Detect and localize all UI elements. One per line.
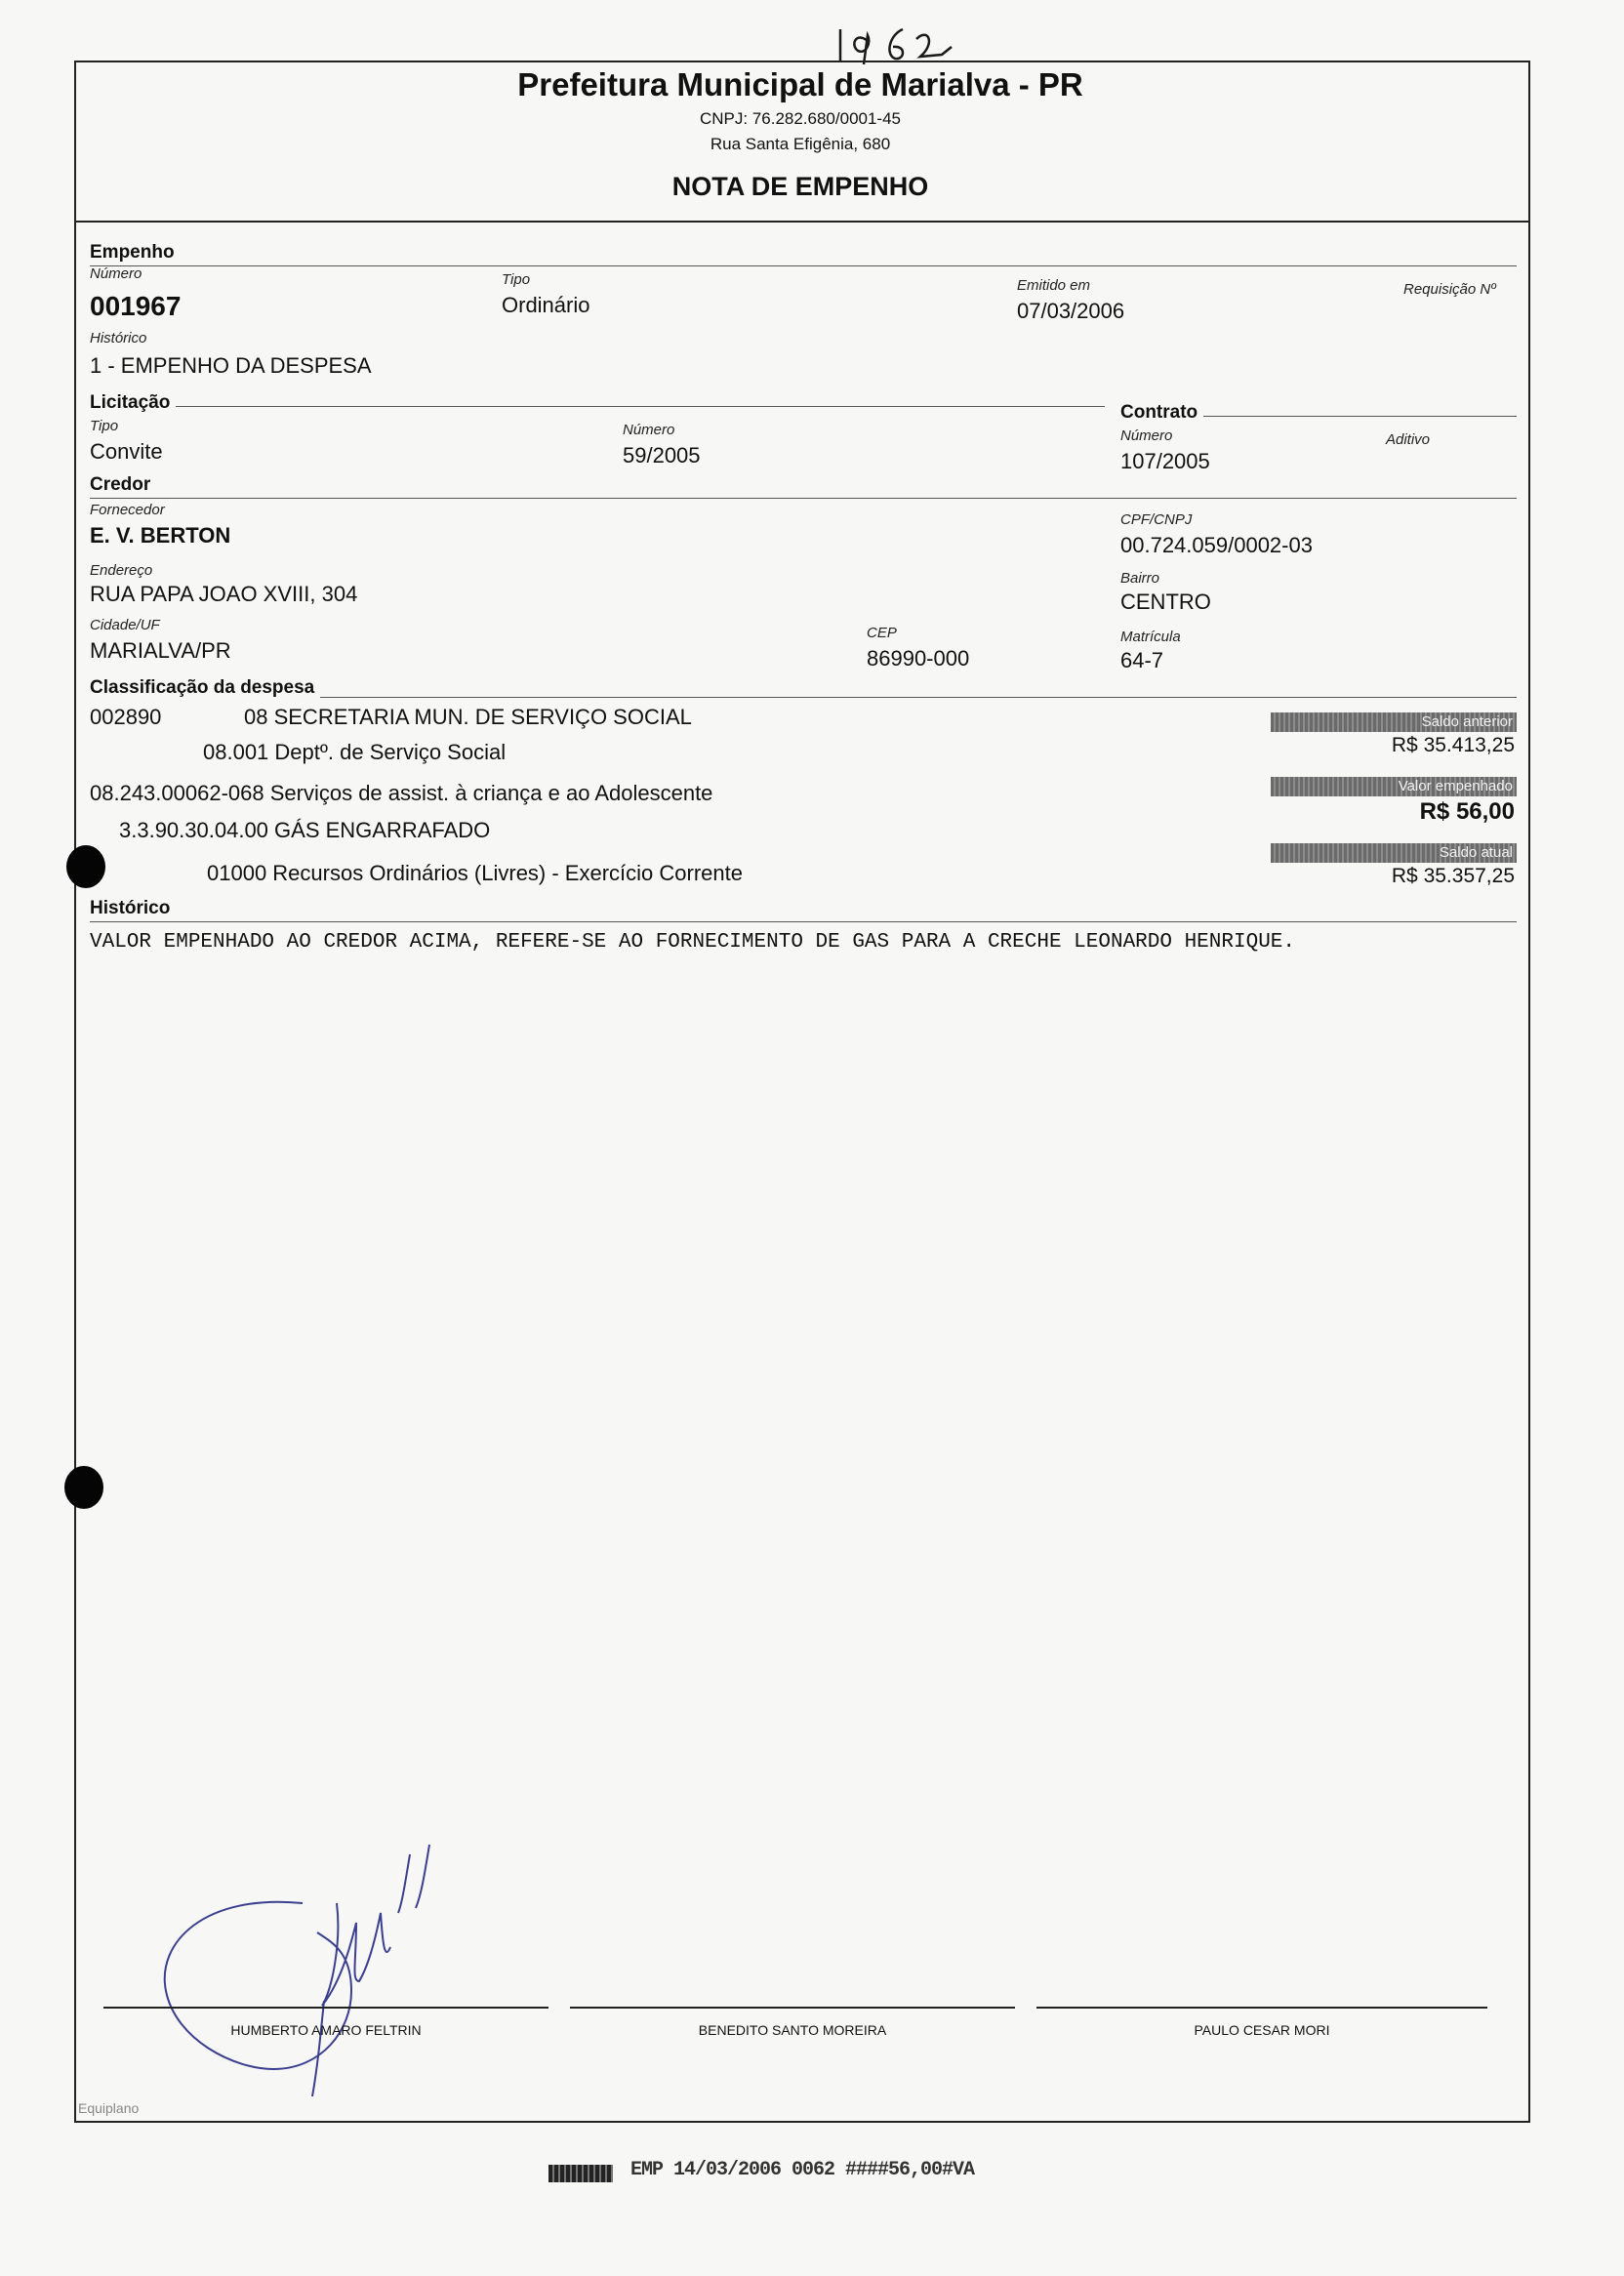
valor-empenhado-bar: Valor empenhado	[1271, 777, 1517, 796]
punch-hole	[64, 1466, 103, 1509]
licitacao-section: Licitação	[90, 392, 176, 414]
signature-line	[570, 2007, 1015, 2009]
cpf: 00.724.059/0002-03	[1120, 533, 1313, 557]
classificacao-elemento: 3.3.90.30.04.00 GÁS ENGARRAFADO	[119, 818, 491, 842]
handwritten-signature	[146, 1835, 459, 2098]
historico-section: Histórico	[90, 898, 176, 919]
document-title: NOTA DE EMPENHO	[671, 172, 929, 201]
historico-text: VALOR EMPENHADO AO CREDOR ACIMA, REFERE-SE AO FORNECIMENTO DE GAS PARA A CRECHE LEONARDO HENRIQUE.	[90, 931, 1296, 954]
saldo-anterior: R$ 35.413,25	[1391, 734, 1515, 756]
classificacao-section: Classificação da despesa	[90, 677, 320, 699]
licitacao-tipo: Convite	[90, 439, 163, 464]
credor-section: Credor	[90, 474, 156, 496]
signature-name-1: HUMBERTO AMARO FELTRIN	[230, 2022, 422, 2038]
saldo-anterior-bar: Saldo anterior	[1271, 712, 1517, 732]
cep-label: CEP	[867, 625, 897, 641]
punch-hole	[66, 845, 105, 888]
header-divider	[74, 221, 1530, 223]
saldo-atual: R$ 35.357,25	[1391, 865, 1515, 887]
saldo-atual-bar: Saldo atual	[1271, 843, 1517, 863]
classificacao-departamento: 08.001 Deptº. de Serviço Social	[203, 740, 507, 764]
contrato-numero-label: Número	[1120, 427, 1173, 444]
empenho-emitido-label: Emitido em	[1017, 277, 1091, 294]
classificacao-code: 002890	[90, 705, 162, 729]
classificacao-secretaria: 08 SECRETARIA MUN. DE SERVIÇO SOCIAL	[244, 705, 692, 729]
credor-rule	[90, 498, 1517, 499]
licitacao-rule	[90, 406, 1105, 407]
historico-rule	[90, 921, 1517, 922]
licitacao-tipo-label: Tipo	[90, 418, 119, 434]
header-cnpj: CNPJ: 76.282.680/0001-45	[699, 109, 902, 128]
empenho-numero: 001967	[90, 291, 182, 321]
valor-empenhado: R$ 56,00	[1419, 798, 1515, 825]
signature-line	[1036, 2007, 1487, 2009]
licitacao-numero-label: Número	[623, 422, 675, 438]
empenho-tipo-label: Tipo	[502, 271, 531, 288]
empenho-historico: 1 - EMPENHO DA DESPESA	[90, 353, 372, 378]
bairro: CENTRO	[1120, 589, 1211, 614]
endereco: RUA PAPA JOAO XVIII, 304	[90, 582, 358, 606]
header-title: Prefeitura Municipal de Marialva - PR	[517, 66, 1083, 102]
licitacao-numero: 59/2005	[623, 443, 701, 467]
classificacao-recurso: 01000 Recursos Ordinários (Livres) - Exercício Corrente	[207, 861, 743, 885]
footer-brand: Equiplano	[78, 2100, 140, 2116]
empenho-historico-label: Histórico	[90, 330, 147, 346]
contrato-numero: 107/2005	[1120, 449, 1210, 473]
signature-name-3: PAULO CESAR MORI	[1194, 2022, 1330, 2038]
empenho-rule	[90, 265, 1517, 266]
cep: 86990-000	[867, 646, 970, 671]
empenho-tipo: Ordinário	[502, 293, 590, 317]
requisicao-label: Requisição Nº	[1403, 281, 1496, 298]
authentication-stamp: EMP 14/03/2006 0062 ####56,00#VA	[630, 2159, 975, 2181]
cidade-label: Cidade/UF	[90, 617, 160, 633]
empenho-emitido: 07/03/2006	[1017, 299, 1125, 323]
cidade: MARIALVA/PR	[90, 638, 231, 663]
bairro-label: Bairro	[1120, 570, 1160, 587]
empenho-section: Empenho	[90, 242, 181, 264]
endereco-label: Endereço	[90, 562, 153, 579]
contrato-section: Contrato	[1120, 402, 1203, 424]
matricula: 64-7	[1120, 648, 1164, 672]
header-address: Rua Santa Efigênia, 680	[710, 135, 891, 153]
contrato-aditivo-label: Aditivo	[1386, 431, 1431, 448]
empenho-numero-label: Número	[90, 265, 142, 282]
classificacao-programa: 08.243.00062-068 Serviços de assist. à criança e ao Adolescente	[90, 781, 713, 805]
fornecedor: E. V. BERTON	[90, 523, 231, 548]
matricula-label: Matrícula	[1120, 629, 1181, 645]
fornecedor-label: Fornecedor	[90, 502, 165, 518]
cpf-label: CPF/CNPJ	[1120, 511, 1193, 528]
signature-name-2: BENEDITO SANTO MOREIRA	[698, 2022, 887, 2038]
stamp-logo	[548, 2165, 613, 2182]
signature-line	[103, 2007, 548, 2009]
